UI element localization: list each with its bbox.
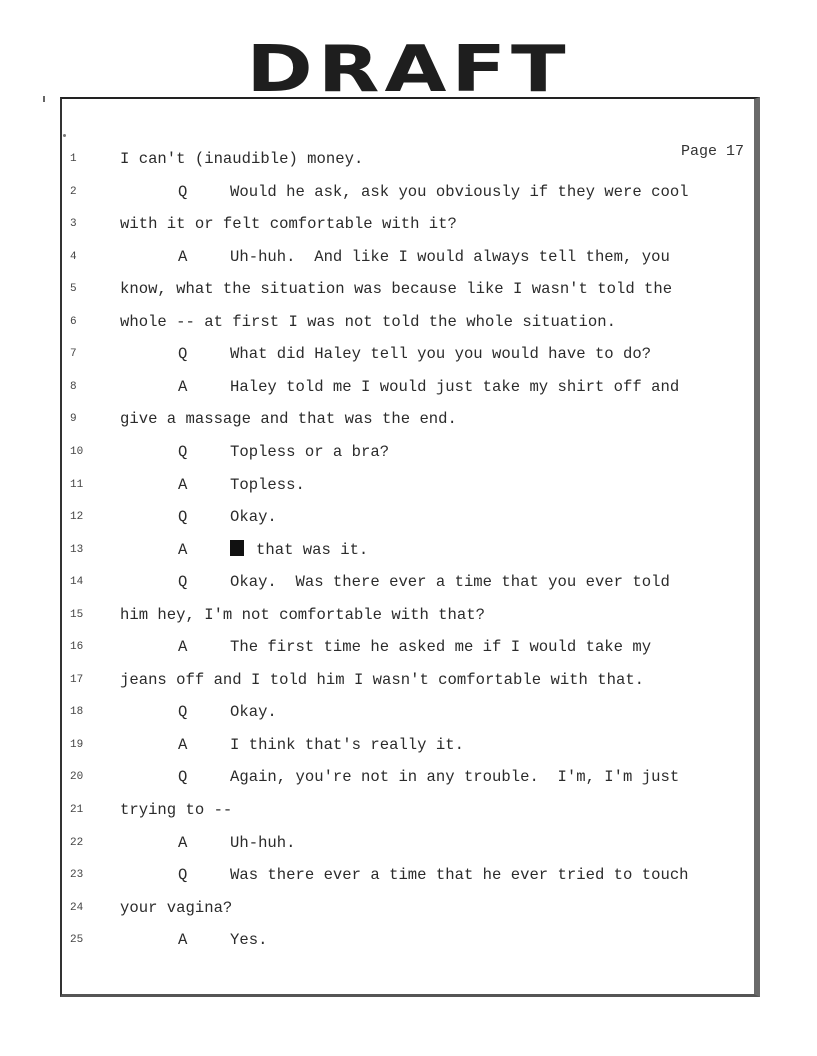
line-text: Uh-huh. bbox=[230, 833, 296, 852]
transcript-line bbox=[0, 310, 760, 334]
line-number: 23 bbox=[70, 869, 84, 882]
line-text: Uh-huh. And like I would always tell them, you bbox=[230, 247, 670, 266]
transcript-line bbox=[0, 473, 760, 497]
speaker-label: Q bbox=[178, 345, 188, 364]
speaker-label: A bbox=[178, 540, 188, 559]
transcript-line bbox=[0, 375, 760, 399]
speaker-label: A bbox=[178, 931, 188, 950]
line-number: 6 bbox=[70, 315, 77, 328]
redaction-box bbox=[230, 540, 244, 556]
speaker-label: A bbox=[178, 377, 188, 396]
line-number: 12 bbox=[70, 511, 84, 523]
transcript-line bbox=[0, 440, 760, 464]
line-number: 14 bbox=[70, 576, 84, 589]
transcript-line bbox=[0, 896, 760, 920]
speaker-label: Q bbox=[178, 703, 188, 722]
transcript-line bbox=[0, 505, 760, 529]
line-number: 18 bbox=[70, 706, 84, 719]
margin-tick bbox=[43, 96, 45, 102]
line-number: 5 bbox=[70, 283, 77, 296]
line-text: whole -- at first I was not told the whole situation. bbox=[120, 312, 616, 331]
line-text: Yes. bbox=[230, 931, 268, 950]
transcript-line bbox=[0, 147, 760, 171]
line-text: Haley told me I would just take my shirt off and bbox=[230, 377, 680, 396]
line-text: Okay. bbox=[230, 703, 277, 722]
line-text: Was there ever a time that he ever tried to touch bbox=[230, 866, 689, 885]
transcript-line bbox=[0, 635, 760, 659]
speaker-label: Q bbox=[178, 508, 188, 526]
line-number: 7 bbox=[70, 348, 77, 361]
line-text: with it or felt comfortable with it? bbox=[120, 215, 457, 234]
line-text: I can't (inaudible) money. bbox=[120, 150, 364, 168]
draft-stamp: DRAFT bbox=[246, 33, 571, 107]
line-number: 3 bbox=[70, 218, 77, 231]
transcript-line bbox=[0, 765, 760, 789]
speaker-label: A bbox=[178, 638, 188, 657]
line-number: 13 bbox=[70, 543, 84, 556]
transcript-line bbox=[0, 928, 760, 952]
transcript-line bbox=[0, 245, 760, 269]
line-number: 16 bbox=[70, 641, 84, 654]
speaker-label: Q bbox=[178, 182, 188, 201]
transcript-line bbox=[0, 342, 760, 366]
line-number: 8 bbox=[70, 380, 77, 393]
line-text: What did Haley tell you you would have to do? bbox=[230, 345, 652, 364]
line-number: 9 bbox=[70, 413, 77, 426]
transcript-line bbox=[0, 831, 760, 855]
line-text: him hey, I'm not comfortable with that? bbox=[120, 605, 485, 624]
line-text: Okay. Was there ever a time that you ever told bbox=[230, 573, 670, 592]
line-text: your vagina? bbox=[120, 898, 233, 917]
speaker-label: A bbox=[178, 247, 188, 266]
transcript-line bbox=[0, 798, 760, 822]
line-text: The first time he asked me if I would take my bbox=[230, 638, 652, 657]
transcript-line bbox=[0, 407, 760, 431]
line-text: Would he ask, ask you obviously if they were cool bbox=[230, 182, 689, 201]
speaker-label: Q bbox=[178, 442, 188, 461]
line-number: 20 bbox=[70, 771, 84, 784]
line-text: give a massage and that was the end. bbox=[120, 410, 457, 429]
margin-dot bbox=[63, 134, 66, 137]
transcript-line bbox=[0, 570, 760, 594]
transcript-line bbox=[0, 700, 760, 724]
line-number: 10 bbox=[70, 445, 84, 458]
line-number: 19 bbox=[70, 738, 84, 751]
line-text: Topless or a bra? bbox=[230, 442, 390, 461]
speaker-label: A bbox=[178, 475, 188, 494]
transcript-line bbox=[0, 212, 760, 236]
line-text: Again, you're not in any trouble. I'm, I'm just bbox=[230, 768, 680, 787]
line-number: 25 bbox=[70, 934, 84, 947]
line-text: jeans off and I told him I wasn't comfortable with that. bbox=[120, 670, 645, 689]
line-number: 24 bbox=[70, 901, 84, 914]
line-number: 11 bbox=[70, 478, 84, 491]
transcript-line bbox=[0, 863, 760, 887]
transcript-line bbox=[0, 277, 760, 301]
line-text: Okay. bbox=[230, 508, 277, 526]
speaker-label: Q bbox=[178, 573, 188, 592]
line-text: know, what the situation was because like I wasn't told the bbox=[120, 280, 673, 299]
line-number: 2 bbox=[70, 185, 77, 198]
transcript-line bbox=[0, 180, 760, 204]
line-text: Topless. bbox=[230, 475, 305, 494]
transcript-line bbox=[0, 538, 760, 562]
transcript-line bbox=[0, 668, 760, 692]
speaker-label: Q bbox=[178, 768, 188, 787]
page-number: Page 17 bbox=[681, 143, 745, 160]
line-number: 17 bbox=[70, 673, 84, 686]
transcript-line bbox=[0, 733, 760, 757]
transcript-line bbox=[0, 603, 760, 627]
speaker-label: A bbox=[178, 833, 188, 852]
speaker-label: A bbox=[178, 735, 188, 754]
line-number: 21 bbox=[70, 804, 84, 816]
line-number: 4 bbox=[70, 250, 77, 263]
line-text: I think that's really it. bbox=[230, 735, 464, 754]
line-text: trying to -- bbox=[120, 801, 233, 819]
line-text: that was it. bbox=[230, 538, 368, 562]
line-number: 22 bbox=[70, 836, 84, 849]
speaker-label: Q bbox=[178, 866, 188, 885]
line-number: 1 bbox=[70, 153, 77, 165]
line-number: 15 bbox=[70, 608, 84, 621]
